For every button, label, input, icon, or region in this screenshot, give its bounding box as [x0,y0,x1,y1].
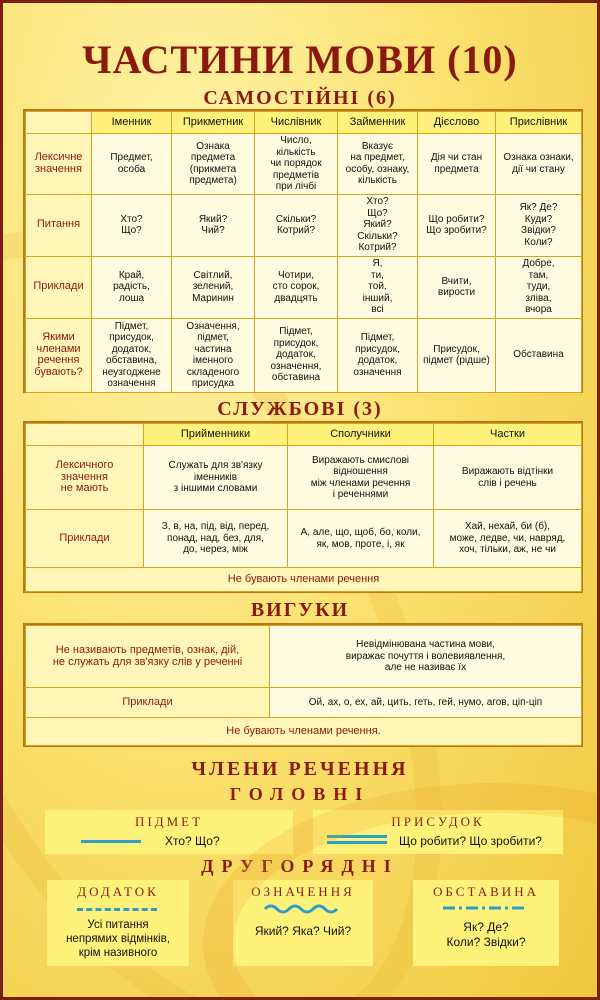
table-cell: Хто? Що? [92,194,172,256]
column-header: Числівник [255,112,338,134]
predicate-card [313,810,563,854]
table-cell: Дія чи стан предмета [418,134,496,195]
object-card [47,880,189,966]
table-cell: Край, радість, лоша [92,256,172,318]
row-header: Лексичного значення не мають [26,446,144,510]
table-cell: Виражають смислові відношення між членами речення і реченнями [288,446,434,510]
interjections-definition: Невідмінювана частина мови, виражає почуття і волевиявлення, але не називає їх [270,626,582,688]
table-cell: З, в, на, під, від, перед, понад, над, без, для, до, через, між [144,510,288,568]
secondary-members-heading: ДРУГОРЯДНІ [201,856,399,876]
row-header: Приклади [26,510,144,568]
predicate-double-line-icon [327,835,387,838]
table-cell: Обставина [496,318,582,392]
table-cell: Вчити, вирости [418,256,496,318]
table-cell: Служать для зв'язку іменників з іншими словами [144,446,288,510]
object-label: ДОДАТОК [77,884,159,899]
row-header: Лексичне значення [26,134,92,195]
table-cell: Хто? Що? Який? Скільки? Котрий? [338,194,418,256]
predicate-question: Що робити? Що зробити? [399,834,542,848]
object-text: Усі питання непрямих відмінків, крім називного [66,919,170,959]
table-cell: Ознака ознаки, дії чи стану [496,134,582,195]
subject-label: ПІДМЕТ [134,814,204,829]
table-cell: Добре, там, туди, зліва, вчора [496,256,582,318]
corner-cell [26,424,144,446]
interjections-examples: Ой, ах, о, ех, ай, цить, геть, гей, нумо, агов, ціп-ціп [270,688,582,718]
table-cell: Вказує на предмет, особу, ознаку, кількість [338,134,418,195]
column-header: Частки [434,424,582,446]
table-cell: Чотири, сто сорок, двадцять [255,256,338,318]
independent-heading: САМОСТІЙНІ (6) [203,87,397,109]
table-cell: Підмет, присудок, додаток, обставина, неузгоджене означення [92,318,172,392]
table-cell: Число, кількість чи порядок предметів при лічбі [255,134,338,195]
adverbial-label: ОБСТАВИНА [433,884,539,899]
table-cell: Який? Чий? [172,194,255,256]
table-cell: Присудок, підмет (рідше) [418,318,496,392]
attribute-question: Який? Яка? Чий? [254,924,352,938]
table-cell: Як? Де? Куди? Звідки? Коли? [496,194,582,256]
table-cell: Ознака предмета (прикмета предмета) [172,134,255,195]
interjections-heading: ВИГУКИ [250,599,350,621]
column-header: Іменник [92,112,172,134]
column-header: Прислівник [496,112,582,134]
main-members-heading: ГОЛОВНІ [229,784,371,804]
row-header: Приклади [26,256,92,318]
service-table-frame [23,421,583,593]
sentence-members-heading: ЧЛЕНИ РЕЧЕННЯ [191,758,409,780]
service-table [25,423,582,592]
independent-table-frame [23,109,583,393]
interjections-table-frame [23,623,583,747]
row-header: Приклади [26,688,270,718]
adverbial-question: Як? Де? Коли? Звідки? [446,920,526,949]
adverbial-card [413,880,559,966]
service-footer: Не бувають членами речення [26,568,582,592]
column-header: Прикметник [172,112,255,134]
attribute-wavy-line-icon [263,902,343,916]
column-header: Займенник [338,112,418,134]
subject-card [45,810,293,854]
table-cell: Що робити? Що зробити? [418,194,496,256]
page-title: ЧАСТИНИ МОВИ (10) [82,37,518,82]
object-dashed-line-icon [77,908,157,911]
column-header: Дієслово [418,112,496,134]
attribute-label: ОЗНАЧЕННЯ [251,884,355,899]
interjections-footer: Не бувають членами речення. [26,718,582,746]
subject-question: Хто? Що? [165,834,220,848]
table-cell: Хай, нехай, би (б), може, ледве, чи, навряд, хоч, тільки, аж, не чи [434,510,582,568]
table-cell: Світлий, зелений, Маринин [172,256,255,318]
table-cell: Виражають відтінки слів і речень [434,446,582,510]
interjections-table [25,625,582,746]
interjections-feature: Не називають предметів, ознак, дій, не служать для зв'язку слів у реченні [26,626,270,688]
column-header: Сполучники [288,424,434,446]
table-cell: Скільки? Котрий? [255,194,338,256]
subject-underline-icon [81,840,141,843]
predicate-label: ПРИСУДОК [391,814,485,829]
table-cell: Означення, підмет, частина іменного складеного присудка [172,318,255,392]
table-cell: Підмет, присудок, додаток, означення [338,318,418,392]
table-cell: Предмет, особа [92,134,172,195]
table-cell: Підмет, присудок, додаток, означення, обставина [255,318,338,392]
corner-cell [26,112,92,134]
adverbial-dot-dash-line-icon [443,904,529,912]
column-header: Прийменники [144,424,288,446]
independent-table [25,111,582,393]
table-cell: А, але, що, щоб, бо, коли, як, мов, проте, і, як [288,510,434,568]
service-heading: СЛУЖБОВІ (3) [217,398,383,420]
attribute-card [233,880,373,966]
table-cell: Я, ти, той, інший, всі [338,256,418,318]
row-header: Питання [26,194,92,256]
row-header: Якими членами речення бувають? [26,318,92,392]
